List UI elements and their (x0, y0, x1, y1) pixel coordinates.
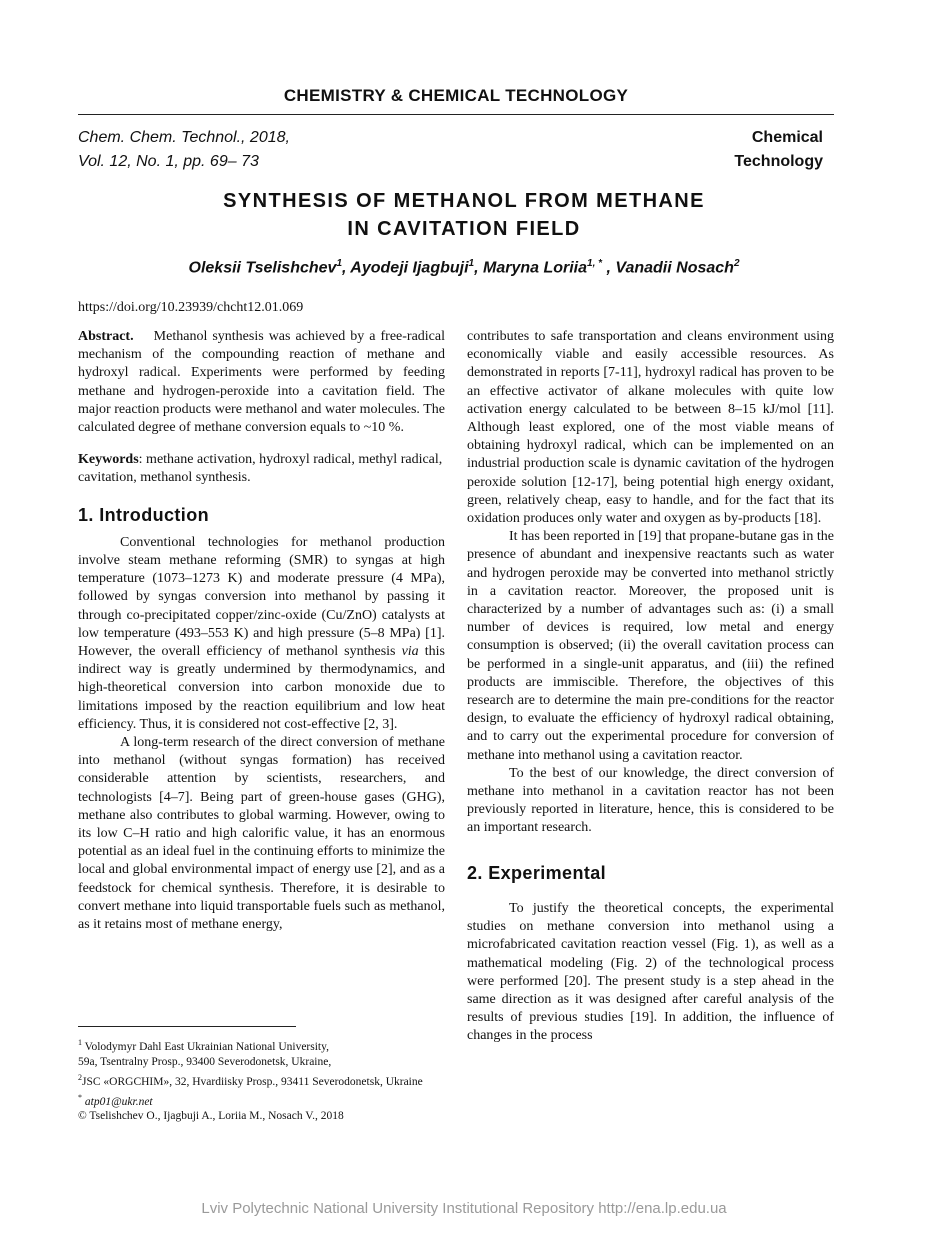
journal-banner: CHEMISTRY & CHEMICAL TECHNOLOGY (78, 86, 834, 115)
paragraph: To the best of our knowledge, the direct conversion of methane into methanol in a cavitation reactor has not been previously reported in literature, hence, this is considered to be an important research. (467, 765, 834, 836)
footnote-divider (78, 1026, 296, 1027)
footnotes (78, 1026, 445, 1124)
section-line-1: Chemical (751, 129, 823, 146)
citation-block (78, 126, 290, 174)
footnote-2 (78, 1070, 445, 1090)
paragraph: To justify the theoretical concepts, the experimental studies on methane conversion into methanol using a microfabricated cavitation reaction vessel (Fig. 1), as well as a mathematical modeling (Fig. 2) of the technological process were performed [20]. The present study is a step ahead in the same direction as it was designed after careful analysis of the results of previous studies [19]. In addition, the influence of changes in the process (467, 900, 834, 1044)
section-line-2: Technology (734, 153, 823, 170)
footnote-text: Volodymyr Dahl East Ukrainian National University, (82, 1040, 329, 1053)
footnote-1-address: 59a, Tsentralny Prosp., 93400 Severodonetsk, Ukraine, (78, 1055, 332, 1068)
footnote-mark: * (78, 1092, 82, 1102)
paragraph: It has been reported in [19] that propane-butane gas in the presence of abundant and inexpensive reactants such as water and hydrogen peroxide may be converted into methanol strictly in a cavitation reactor. Moreover, the proposed unit is characterized by a number of advantages such as: (i) a small number of devices is required, low metal and energy consumption is observed; (ii) the overall cavitation process can be performed in a single-unit apparatus, and (iii) the refined products are immiscible. Therefore, the objectives of this research are to determine the main pre-conditions for the reactor design, to evaluate the efficiency of hydroxyl radical obtaining, and to carry out the experimental procedure for conversion of methane into methanol using a cavitation reactor. (467, 529, 834, 763)
doi-link[interactable]: https://doi.org/10.23939/chcht12.01.069 (78, 300, 304, 315)
footnote-mark: 1 (78, 1038, 82, 1047)
author-affiliation: 1 (336, 258, 342, 269)
author-name: Vanadii Nosach (615, 259, 734, 277)
citation-line-1: Chem. Chem. Technol., 2018, (78, 129, 290, 146)
keywords-text: : methane activation, hydroxyl radical, methyl radical, cavitation, methanol synthesis. (78, 452, 443, 486)
abstract (78, 328, 445, 437)
author-affiliation: 1 (468, 258, 475, 269)
footnote-1 (78, 1035, 445, 1055)
footnote-text: JSC «ORGCHIM», 32, Hvardiisky Prosp., 93411 Severodonetsk, Ukraine (82, 1075, 423, 1088)
title-line-2: IN CAVITATION FIELD (347, 218, 581, 240)
copyright: © Tselishchev O., Ijagbuji A., Loriia M., Nosach V., 2018 (78, 1110, 344, 1123)
email-link[interactable]: atp01@ukr.net (82, 1095, 153, 1108)
author-affiliation: 2 (733, 258, 740, 269)
repository-footer: Lviv Polytechnic National University Institutional Repository http://ena.lp.edu.ua (201, 1200, 727, 1217)
paragraph: A long-term research of the direct conversion of methane into methanol (without syngas formation) has received considerable attention by scientists, researchers, and technologists [4–7]. Being part of green-house gases (GHG), methane also contributes to global warming. However, owing to its low C–H ratio and high calorific value, it has an enormous potential as an ideal fuel in the continuing efforts to minimize the local and global environmental impact of energy use [2], and as a feedstock for chemical synthesis. Therefore, it is desirable to convert methane into liquid transportable fuels such as methanol, as it retains most of methane energy, (78, 735, 445, 933)
left-column (78, 328, 445, 934)
abstract-label: Abstract. (78, 329, 134, 344)
paragraph: contributes to safe transportation and cleans environment using economically viable and easily accessible resources. As demonstrated in reports [7-11], hydroxyl radical has proven to be an effective activator of alkane molecules with quite low activation energy calculated to be between 8–15 kJ/mol [11]. Although least explored, one of the most viable means of obtaining hydroxyl radical, which can be implemented on an industrial production scale is dynamic cavitation of the hydrogen peroxide solution [12-17], being potential high energy oxidant, green, relatively cheap, easy to handle, and for the fact that its oxidation produces only water and oxygen as by-products [18]. (467, 329, 834, 527)
paragraph-text: Conventional technologies for methanol production involve steam methane reforming (SMR) to syngas at high temperature (1073–1273 K) and moderate pressure (4 MPa), followed by syngas conversion into methanol by passing it through co-precipitated copper/zinc-oxide (Cu/ZnO) catalysts at low temperature (493–553 K) and high pressure (5–8 MPa) [1]. However, the overall efficiency of methanol synthesis (78, 534, 445, 660)
title-line-1: SYNTHESIS OF METHANOL FROM METHANE (223, 190, 705, 212)
footnote-mark: 2 (78, 1072, 82, 1082)
author-name: Maryna Loriia (482, 259, 588, 277)
keywords-label: Keywords (78, 452, 139, 468)
footnote-email (78, 1090, 445, 1110)
author-name: Ayodeji Ijagbuji (350, 259, 469, 277)
experimental-heading: 2. Experimental (467, 862, 607, 883)
right-column (467, 328, 834, 1046)
abstract-text: Methanol synthesis was achieved by a free-radical mechanism of the compounding reaction of methane and hydroxyl radical. Experiments were performed by feeding methane and hydrogen-peroxide into a cavitation field. The major reaction products were methanol and water molecules. The calculated degree of methane conversion equals to ~10 %. (78, 329, 445, 436)
paragraph-text: this indirect way is greatly undermined by thermodynamics, and high-theoretical conversion into carbon monoxide due to limitations imposed by the reaction equilibrium and low heat efficiency. Thus, it is considered not cost-effective [2, 3]. (78, 644, 445, 732)
keywords (78, 451, 445, 487)
journal-section-label (734, 126, 823, 174)
citation-line-2: Vol. 12, No. 1, pp. 69– 73 (78, 153, 259, 170)
author-name: Oleksii Tselishchev (188, 259, 337, 277)
author-list: Oleksii Tselishchev$^1$, Ayodeji Ijagbuji$^1$, Maryna Loriia$^{1, *}$ , Vanadii Nosach$^2$ (188, 258, 740, 277)
introduction-heading: 1. Introduction (78, 504, 209, 525)
paragraph (78, 534, 445, 734)
author-affiliation: 1, * (587, 258, 603, 269)
italic-term: via (401, 644, 419, 660)
article-title (78, 187, 850, 243)
